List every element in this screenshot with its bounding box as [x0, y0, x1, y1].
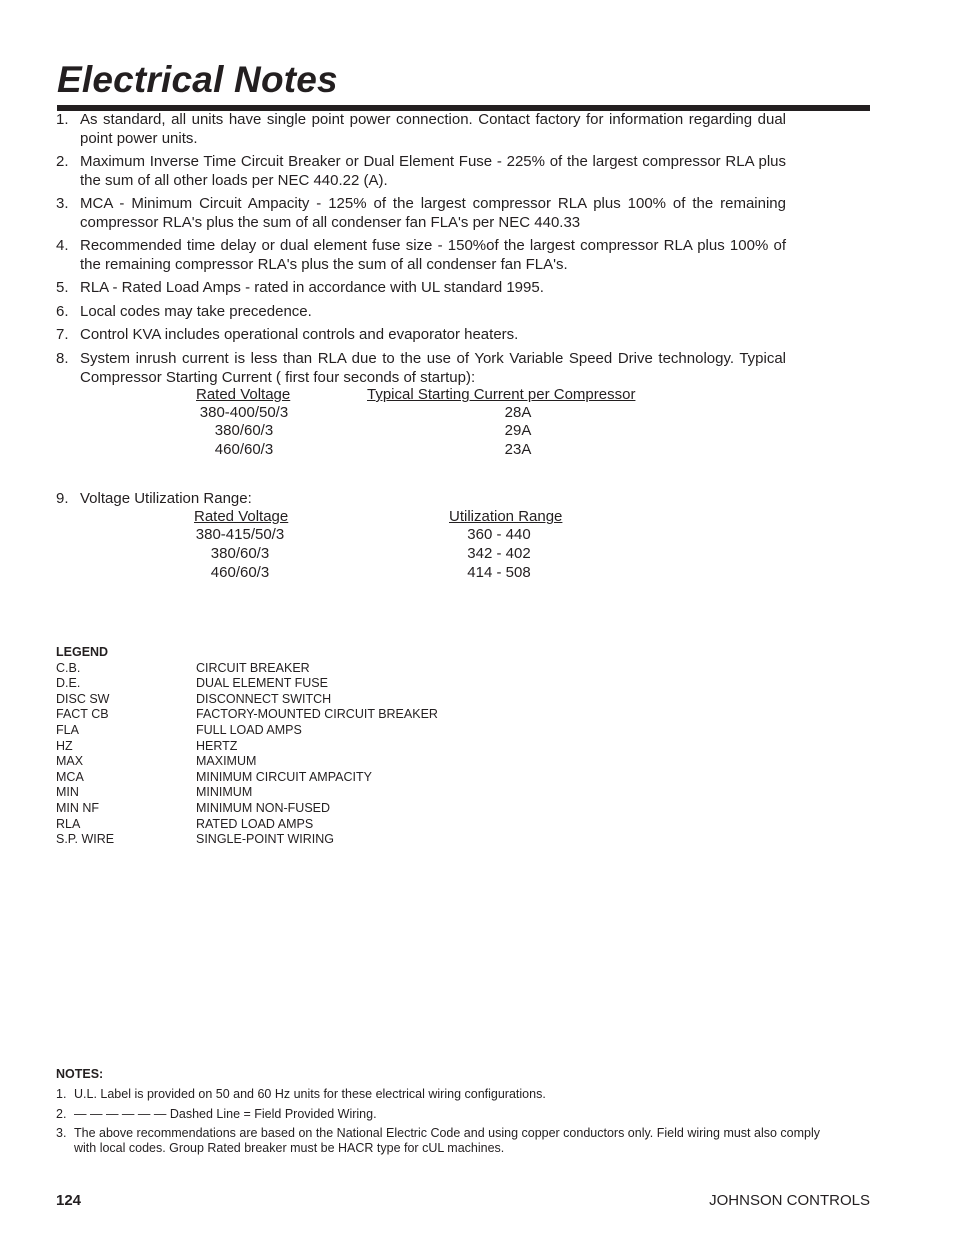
footnote-number: 2. [56, 1106, 67, 1121]
legend-abbr: FLA [56, 722, 79, 737]
legend-abbr: MCA [56, 769, 84, 784]
legend-abbr: C.B. [56, 660, 81, 675]
legend-definition: DUAL ELEMENT FUSE [196, 676, 328, 691]
footnote-text: The above recommendations are based on the National Electric Code and using copper conductors only. Field wiring must also comply with local codes. Group Rated breaker must be HACR type for cUL machines. [74, 1126, 820, 1155]
note-text: Control KVA includes operational controls and evaporator heaters. [80, 326, 519, 343]
starting-table-voltage: 460/60/3 [214, 441, 274, 458]
legend-abbr: RLA [56, 816, 81, 831]
legend-row [56, 770, 556, 786]
note-8 [56, 349, 786, 387]
utilization-table-header-voltage: Rated Voltage [194, 508, 289, 525]
legend-heading: LEGEND [56, 645, 109, 659]
legend-abbr: D.E. [56, 676, 81, 691]
starting-table-header-current: Typical Starting Current per Compressor [367, 386, 636, 403]
page-title: Electrical Notes [57, 59, 338, 100]
legend-abbr: MAX [56, 754, 84, 769]
legend-abbr: DISC SW [56, 691, 110, 706]
footnote-number: 1. [56, 1087, 67, 1101]
legend-abbr: MIN [56, 785, 79, 800]
starting-table-current: 28A [504, 404, 532, 421]
legend-row [56, 817, 556, 833]
note-5 [56, 278, 786, 297]
legend-row [56, 832, 556, 848]
legend-definition: HERTZ [196, 738, 238, 753]
note-text: System inrush current is less than RLA due to the use of York Variable Speed Drive technology. Typical Compressor Starting Current ( first four seconds of startup): [80, 350, 786, 386]
note-7 [56, 325, 786, 344]
legend-abbr: S.P. WIRE [56, 832, 115, 847]
legend-definition: RATED LOAD AMPS [196, 816, 314, 831]
note-number: 1. [56, 111, 69, 128]
footnote-3 [56, 1126, 826, 1156]
utilization-table-range: 414 - 508 [467, 564, 531, 581]
note-number: 9. [56, 490, 69, 507]
legend-abbr: FACT CB [56, 707, 109, 722]
note-text: Voltage Utilization Range: [80, 490, 252, 507]
utilization-table-voltage: 460/60/3 [210, 564, 270, 581]
footnote-text: — — — — — — Dashed Line = Field Provided Wiring. [74, 1106, 377, 1121]
legend-row [56, 785, 556, 801]
note-2 [56, 152, 786, 190]
legend-definition: FACTORY-MOUNTED CIRCUIT BREAKER [196, 707, 438, 722]
note-text: Recommended time delay or dual element fuse size - 150%of the largest compressor RLA plus 100% of the remaining compressor RLA's plus the sum of all condenser fan FLA's. [80, 237, 786, 273]
legend-definition: CIRCUIT BREAKER [196, 660, 310, 675]
note-number: 7. [56, 326, 69, 343]
note-4 [56, 236, 786, 274]
footnote-1 [56, 1087, 826, 1102]
legend-definition: SINGLE-POINT WIRING [196, 832, 334, 847]
page-number: 124 [56, 1192, 82, 1209]
starting-table-current: 29A [504, 422, 532, 439]
legend-row [56, 739, 556, 755]
note-text: MCA - Minimum Circuit Ampacity - 125% of the largest compressor RLA plus 100% of the remaining compressor RLA's plus the sum of all condenser fan FLA's per NEC 440.33 [80, 195, 786, 231]
utilization-table-voltage: 380-415/50/3 [195, 526, 285, 543]
legend-row [56, 676, 556, 692]
utilization-table-header-range: Utilization Range [449, 508, 563, 525]
legend-definition: MINIMUM CIRCUIT AMPACITY [196, 769, 372, 784]
footer-brand: JOHNSON CONTROLS [709, 1192, 870, 1209]
footnote-2 [56, 1107, 826, 1122]
note-number: 3. [56, 195, 69, 212]
footnotes [56, 1067, 826, 1161]
utilization-table-range: 342 - 402 [467, 545, 531, 562]
note-text: As standard, all units have single point power connection. Contact factory for information regarding dual point power units. [80, 111, 786, 147]
legend-definition: MINIMUM NON-FUSED [196, 800, 331, 815]
note-number: 4. [56, 237, 69, 254]
note-text: RLA - Rated Load Amps - rated in accordance with UL standard 1995. [80, 279, 544, 296]
footnote-number: 3. [56, 1126, 67, 1140]
legend [56, 645, 556, 848]
legend-abbr: MIN NF [56, 800, 100, 815]
note-text: Maximum Inverse Time Circuit Breaker or Dual Element Fuse - 225% of the largest compressor RLA plus the sum of all other loads per NEC 440.22 (A). [80, 153, 786, 189]
legend-row [56, 661, 556, 677]
utilization-table-voltage: 380/60/3 [210, 545, 270, 562]
legend-definition: MAXIMUM [196, 754, 257, 769]
legend-definition: DISCONNECT SWITCH [196, 691, 332, 706]
legend-row [56, 723, 556, 739]
legend-row [56, 754, 556, 770]
legend-abbr: HZ [56, 738, 73, 753]
legend-row [56, 707, 556, 723]
note-text: Local codes may take precedence. [80, 303, 312, 320]
note-3 [56, 194, 786, 232]
note-number: 2. [56, 153, 69, 170]
footnotes-heading: NOTES: [56, 1067, 104, 1081]
legend-definition: FULL LOAD AMPS [196, 722, 302, 737]
note-number: 5. [56, 279, 69, 296]
note-9 [56, 489, 786, 508]
starting-table-voltage: 380/60/3 [214, 422, 274, 439]
legend-definition: MINIMUM [196, 785, 253, 800]
note-6 [56, 302, 786, 321]
legend-row [56, 692, 556, 708]
legend-row [56, 801, 556, 817]
footnote-text: U.L. Label is provided on 50 and 60 Hz units for these electrical wiring configurations. [74, 1087, 546, 1101]
utilization-table-range: 360 - 440 [467, 526, 531, 543]
starting-table-voltage: 380-400/50/3 [199, 404, 289, 421]
note-1 [56, 110, 786, 148]
note-number: 6. [56, 303, 69, 320]
starting-table-header-voltage: Rated Voltage [196, 386, 291, 403]
note-number: 8. [56, 350, 69, 367]
starting-table-current: 23A [504, 441, 532, 458]
